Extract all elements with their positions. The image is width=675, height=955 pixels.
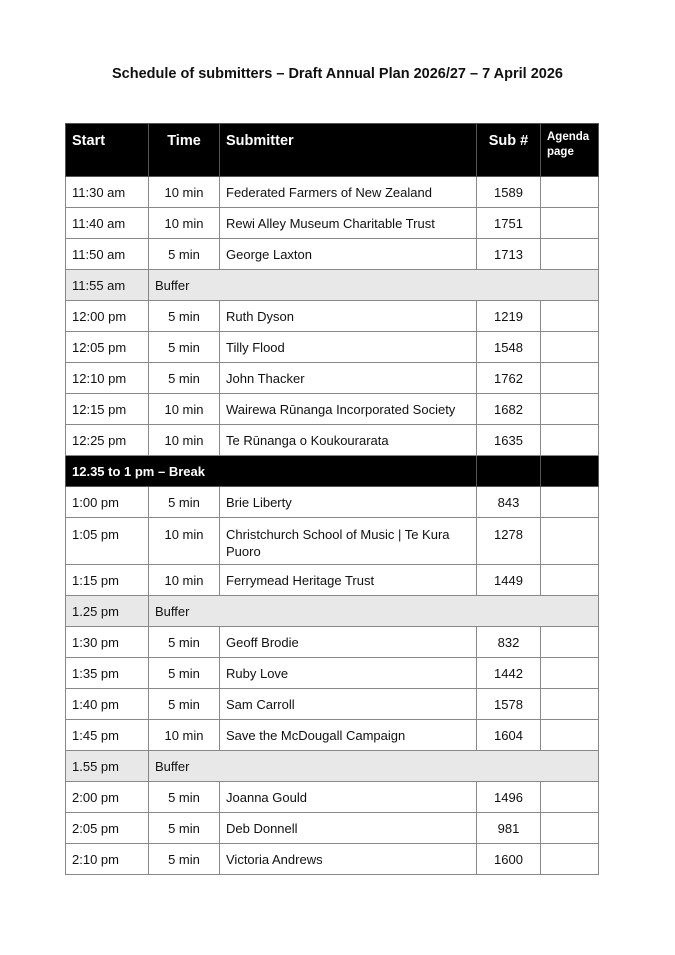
agenda-page xyxy=(541,177,599,208)
duration: 10 min xyxy=(149,720,220,751)
submitter-name: Deb Donnell xyxy=(220,813,477,844)
agenda-page xyxy=(541,487,599,518)
start-time: 1:00 pm xyxy=(66,487,149,518)
submitter-row xyxy=(66,394,599,425)
submitter-name: Federated Farmers of New Zealand xyxy=(220,177,477,208)
buffer-label: Buffer xyxy=(149,751,599,782)
duration: 5 min xyxy=(149,332,220,363)
submitter-name: Tilly Flood xyxy=(220,332,477,363)
start-time: 1:30 pm xyxy=(66,627,149,658)
submitter-name: Wairewa Rūnanga Incorporated Society xyxy=(220,394,477,425)
agenda-page xyxy=(541,565,599,596)
header-agenda-page: Agenda page xyxy=(541,124,599,177)
submitter-name: Ferrymead Heritage Trust xyxy=(220,565,477,596)
buffer-row xyxy=(66,751,599,782)
submitter-row xyxy=(66,239,599,270)
submitter-name: Ruth Dyson xyxy=(220,301,477,332)
submitter-row xyxy=(66,208,599,239)
submitter-row xyxy=(66,177,599,208)
submitter-name: George Laxton xyxy=(220,239,477,270)
start-time: 11:40 am xyxy=(66,208,149,239)
submitter-row xyxy=(66,332,599,363)
break-label: 12.35 to 1 pm – Break xyxy=(66,456,477,487)
header-time: Time xyxy=(149,124,220,177)
submitter-name: Joanna Gould xyxy=(220,782,477,813)
duration: 5 min xyxy=(149,782,220,813)
submission-number: 1751 xyxy=(477,208,541,239)
duration: 5 min xyxy=(149,813,220,844)
duration: 10 min xyxy=(149,565,220,596)
agenda-page xyxy=(541,208,599,239)
submitter-row xyxy=(66,301,599,332)
submitter-name: Rewi Alley Museum Charitable Trust xyxy=(220,208,477,239)
start-time: 1.25 pm xyxy=(66,596,149,627)
duration: 5 min xyxy=(149,627,220,658)
buffer-label: Buffer xyxy=(149,270,599,301)
agenda-page xyxy=(541,689,599,720)
start-time: 2:05 pm xyxy=(66,813,149,844)
start-time: 11:30 am xyxy=(66,177,149,208)
submitter-name: Save the McDougall Campaign xyxy=(220,720,477,751)
submitter-row xyxy=(66,518,599,565)
agenda-page xyxy=(541,813,599,844)
submitter-name: Christchurch School of Music | Te Kura Puoro xyxy=(220,518,477,565)
submitter-name: Sam Carroll xyxy=(220,689,477,720)
submission-number: 843 xyxy=(477,487,541,518)
agenda-page xyxy=(541,782,599,813)
agenda-page xyxy=(541,363,599,394)
submission-number: 1449 xyxy=(477,565,541,596)
start-time: 1:35 pm xyxy=(66,658,149,689)
agenda-page xyxy=(541,456,599,487)
submitter-row xyxy=(66,565,599,596)
submitter-row xyxy=(66,627,599,658)
submission-number: 1278 xyxy=(477,518,541,565)
agenda-page xyxy=(541,239,599,270)
buffer-label: Buffer xyxy=(149,596,599,627)
start-time: 1.55 pm xyxy=(66,751,149,782)
start-time: 1:15 pm xyxy=(66,565,149,596)
agenda-page xyxy=(541,658,599,689)
submission-number: 1578 xyxy=(477,689,541,720)
page-title: Schedule of submitters – Draft Annual Plan 2026/27 – 7 April 2026 xyxy=(111,66,563,82)
start-time: 11:55 am xyxy=(66,270,149,301)
submitter-name: Brie Liberty xyxy=(220,487,477,518)
submission-number: 1762 xyxy=(477,363,541,394)
submitter-name: Geoff Brodie xyxy=(220,627,477,658)
submitter-row xyxy=(66,363,599,394)
submission-number: 1604 xyxy=(477,720,541,751)
submission-number: 1600 xyxy=(477,844,541,875)
submitter-name: Te Rūnanga o Koukourarata xyxy=(220,425,477,456)
duration: 5 min xyxy=(149,487,220,518)
duration: 10 min xyxy=(149,208,220,239)
agenda-page xyxy=(541,301,599,332)
header-submitter: Submitter xyxy=(220,124,477,177)
submission-number: 1682 xyxy=(477,394,541,425)
duration: 10 min xyxy=(149,425,220,456)
submission-number: 1589 xyxy=(477,177,541,208)
submission-number: 1635 xyxy=(477,425,541,456)
submission-number: 832 xyxy=(477,627,541,658)
duration: 5 min xyxy=(149,363,220,394)
buffer-row xyxy=(66,596,599,627)
submitter-row xyxy=(66,425,599,456)
start-time: 2:10 pm xyxy=(66,844,149,875)
submitter-name: John Thacker xyxy=(220,363,477,394)
submitter-name: Victoria Andrews xyxy=(220,844,477,875)
start-time: 12:15 pm xyxy=(66,394,149,425)
agenda-page xyxy=(541,720,599,751)
start-time: 11:50 am xyxy=(66,239,149,270)
duration: 5 min xyxy=(149,844,220,875)
agenda-page xyxy=(541,627,599,658)
break-row xyxy=(66,456,599,487)
submission-number: 1548 xyxy=(477,332,541,363)
submitter-row xyxy=(66,782,599,813)
start-time: 12:10 pm xyxy=(66,363,149,394)
schedule-table xyxy=(65,123,599,875)
start-time: 12:25 pm xyxy=(66,425,149,456)
start-time: 1:05 pm xyxy=(66,518,149,565)
header-row xyxy=(66,124,599,177)
submitter-row xyxy=(66,720,599,751)
header-sub-number: Sub # xyxy=(477,124,541,177)
start-time: 1:40 pm xyxy=(66,689,149,720)
agenda-page xyxy=(541,844,599,875)
submitter-row xyxy=(66,813,599,844)
submitter-row xyxy=(66,844,599,875)
agenda-page xyxy=(541,518,599,565)
agenda-page xyxy=(541,394,599,425)
submission-number: 981 xyxy=(477,813,541,844)
submitter-row xyxy=(66,658,599,689)
duration: 5 min xyxy=(149,658,220,689)
submission-number: 1713 xyxy=(477,239,541,270)
submission-number: 1442 xyxy=(477,658,541,689)
duration: 5 min xyxy=(149,239,220,270)
header-start: Start xyxy=(66,124,149,177)
duration: 5 min xyxy=(149,689,220,720)
submitter-name: Ruby Love xyxy=(220,658,477,689)
submitter-row xyxy=(66,487,599,518)
submission-number xyxy=(477,456,541,487)
duration: 10 min xyxy=(149,394,220,425)
submission-number: 1496 xyxy=(477,782,541,813)
agenda-page xyxy=(541,425,599,456)
submission-number: 1219 xyxy=(477,301,541,332)
submitter-row xyxy=(66,689,599,720)
buffer-row xyxy=(66,270,599,301)
duration: 10 min xyxy=(149,177,220,208)
agenda-page xyxy=(541,332,599,363)
start-time: 12:00 pm xyxy=(66,301,149,332)
duration: 5 min xyxy=(149,301,220,332)
start-time: 12:05 pm xyxy=(66,332,149,363)
duration: 10 min xyxy=(149,518,220,565)
start-time: 2:00 pm xyxy=(66,782,149,813)
start-time: 1:45 pm xyxy=(66,720,149,751)
